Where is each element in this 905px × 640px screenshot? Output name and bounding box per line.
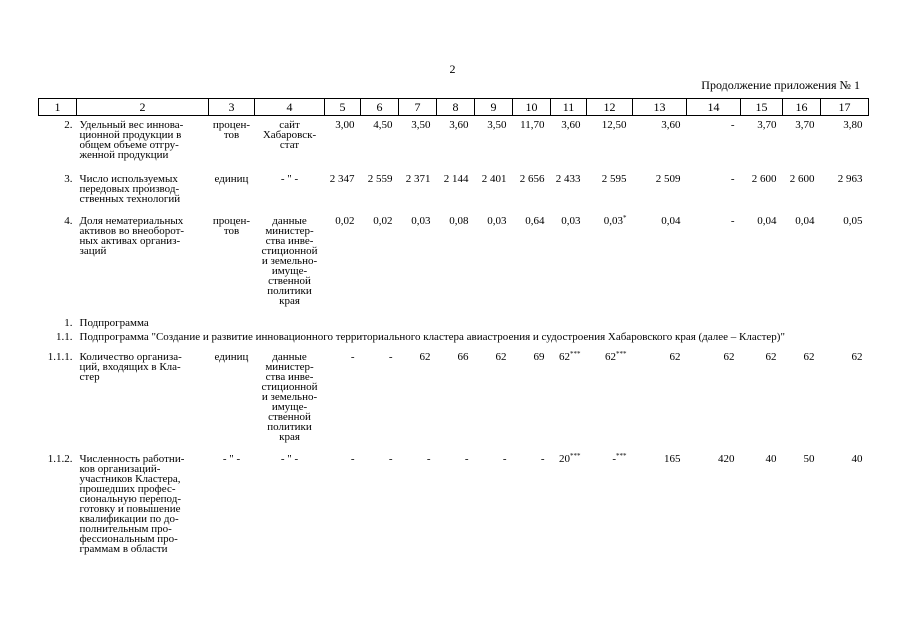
value-cell [325,174,361,204]
indicator-name-line: активов во внеоборот- [79,225,185,237]
indicator-name-line: фессиональным про- [79,533,178,545]
value-cell [551,174,587,204]
value-cell [783,454,821,554]
value: 3,70 [795,119,815,131]
spacer-row [39,306,869,318]
value: - [502,453,507,465]
value: 3,00 [335,119,355,131]
value-cell [437,352,475,442]
indicator-name-line: Доля нематериальных [79,215,184,227]
value-cell [361,216,399,306]
indicator-name-line: прошедших профес- [79,483,176,495]
column-number-header: 5 [325,99,361,116]
value: - [350,453,355,465]
spacer-cell [39,160,869,174]
data-source-line: ственной [268,275,311,287]
value: 0,04 [757,215,777,227]
data-source-line: ства инве- [265,235,314,247]
value-cell [475,216,513,306]
indicator-name-line: стер [79,371,100,383]
value-cell [475,174,513,204]
indicator-name-line: ков организаций- [79,463,161,475]
value: - [730,173,735,185]
value-cell [437,174,475,204]
value-cell [399,174,437,204]
value: - [350,351,355,363]
column-number-header: 4 [255,99,325,116]
value-cell [399,352,437,442]
subsection-index: 1.1. [56,331,73,343]
indicator-row [39,454,869,554]
value-cell [821,120,869,160]
value-cell [783,174,821,204]
unit [209,454,255,554]
column-number-header: 2 [77,99,209,116]
value-cell [741,216,783,306]
data-source [255,174,325,204]
indicator-row [39,120,869,160]
indicator-name-line: передовых производ- [79,183,180,195]
indicator-name [77,216,209,306]
value: 62 [765,351,777,363]
value-cell [325,120,361,160]
footnote-mark: * [623,214,627,222]
value-cell [551,216,587,306]
indicator-name-line: общем объеме отгру- [79,139,179,151]
value: - [426,453,431,465]
value: 20 [559,453,570,465]
value: 3,60 [561,119,581,131]
value-cell [513,454,551,554]
unit-line: процен- [212,119,251,131]
column-number-header: 14 [687,99,741,116]
data-source-line: края [279,295,300,307]
value: 69 [533,351,545,363]
value: 11,70 [520,119,545,131]
value-cell [687,216,741,306]
value: 4,50 [373,119,393,131]
unit-line: тов [223,225,240,237]
value-cell [475,352,513,442]
value-cell [741,352,783,442]
value-cell [587,120,633,160]
column-number-header: 6 [361,99,399,116]
indicators-table [38,98,869,554]
value: 0,03 [411,215,431,227]
value-cell [551,352,587,442]
value-cell [687,454,741,554]
value-cell [513,352,551,442]
row-index: 3. [64,173,73,185]
indicator-name-line: женной продукции [79,149,169,161]
value: 2 144 [443,173,469,185]
value: 3,60 [449,119,469,131]
indicator-row [39,174,869,204]
column-number-header: 9 [475,99,513,116]
footnote-mark: *** [616,350,627,358]
value-cell [437,216,475,306]
column-number-header: 13 [633,99,687,116]
value: 62 [723,351,735,363]
data-source-line: сайт [279,119,300,131]
column-number-header: 16 [783,99,821,116]
value-cell [687,352,741,442]
data-source-line: министер- [265,361,314,373]
value: 3,60 [661,119,681,131]
column-number-row [39,99,869,116]
value-cell [587,454,633,554]
value: 3,50 [411,119,431,131]
value: 0,04 [661,215,681,227]
unit [209,216,255,306]
value: - [612,453,616,465]
indicator-row [39,352,869,442]
value-cell [513,174,551,204]
value-cell [587,174,633,204]
column-number-header: 11 [551,99,587,116]
value: - [730,119,735,131]
value: - [388,453,393,465]
data-source-line: министер- [265,225,314,237]
value-cell [587,216,633,306]
value: 2 656 [519,173,545,185]
value: 2 600 [789,173,815,185]
value-cell [741,174,783,204]
indicator-name-line: ственных технологий [79,193,181,205]
value: 2 433 [555,173,581,185]
value: 0,05 [843,215,863,227]
value-cell [633,174,687,204]
value-cell [741,120,783,160]
value: 62 [559,351,570,363]
data-source [255,352,325,442]
value: 165 [664,453,681,465]
column-number-header: 8 [437,99,475,116]
value-cell [821,454,869,554]
value: 62 [851,351,863,363]
data-source-line: - " - [280,173,299,185]
value-cell [551,454,587,554]
value-cell [633,454,687,554]
column-number-header: 3 [209,99,255,116]
value: 3,80 [843,119,863,131]
data-source-line: данные [272,215,307,227]
value-cell [741,454,783,554]
data-source-line: Хабаровск- [262,129,317,141]
subsection-row [39,332,869,342]
value: 0,03 [487,215,507,227]
value-cell [325,216,361,306]
value: 2 595 [601,173,627,185]
section-row [39,318,869,328]
value: 62 [419,351,431,363]
data-source-line: имуще- [271,401,308,413]
data-source-line: стат [279,139,300,151]
column-number-header: 1 [39,99,77,116]
spacer-row [39,160,869,174]
unit-line: единиц [214,173,249,185]
value: 0,08 [449,215,469,227]
column-number-header: 10 [513,99,551,116]
indicator-name-line: Удельный вес иннова- [79,119,184,131]
indicator-name-line: заций [79,245,107,257]
spacer-cell [39,306,869,318]
value-cell [361,352,399,442]
value-cell [587,352,633,442]
row-index: 1.1.1. [47,351,73,363]
value-cell [437,120,475,160]
value-cell [475,454,513,554]
value: 62 [669,351,681,363]
data-source-line: - " - [280,453,299,465]
footnote-mark: *** [570,350,581,358]
value: 0,02 [373,215,393,227]
indicator-name-line: участников Кластера, [79,473,181,485]
indicator-name-line: полнительным про- [79,523,172,535]
value: 3,50 [487,119,507,131]
value: 0,64 [525,215,545,227]
indicator-name [77,352,209,442]
data-source-line: стиционной [261,245,318,257]
value-cell [361,120,399,160]
value: 0,03 [603,215,623,227]
value-cell [513,216,551,306]
section-index: 1. [64,317,73,329]
value-cell [551,120,587,160]
data-source [255,454,325,554]
value-cell [633,216,687,306]
continuation-label: Продолжение приложения № 1 [701,78,860,92]
indicator-name-line: ций, входящих в Кла- [79,361,181,373]
value-cell [475,120,513,160]
value-cell [783,216,821,306]
unit [209,120,255,160]
value-cell [399,454,437,554]
value-cell [783,120,821,160]
value: 2 347 [329,173,355,185]
value: 2 401 [481,173,507,185]
value: 50 [803,453,815,465]
footnote-mark: *** [570,452,581,460]
value: - [388,351,393,363]
indicator-name-line: сиональную перепод- [79,493,181,505]
value: 3,70 [757,119,777,131]
unit [209,174,255,204]
indicator-name-line: ных активах организ- [79,235,181,247]
value-cell [399,216,437,306]
value: 12,50 [601,119,627,131]
data-source-line: политики [267,285,312,297]
column-number-header: 12 [587,99,633,116]
row-index: 2. [64,119,73,131]
indicator-name-line: граммам в области [79,543,168,555]
column-number-header: 17 [821,99,869,116]
indicator-name-line: Количество организа- [79,351,182,363]
value: 62 [495,351,507,363]
row-index: 1.1.2. [47,453,73,465]
indicator-name [77,454,209,554]
value: 2 559 [367,173,393,185]
value: - [540,453,545,465]
indicator-row [39,216,869,306]
value-cell [633,120,687,160]
indicator-name-line: Численность работни- [79,453,185,465]
value: 62 [803,351,815,363]
value: 2 371 [405,173,431,185]
value: 2 963 [837,173,863,185]
value-cell [783,352,821,442]
value: 62 [605,351,616,363]
value: 40 [765,453,777,465]
unit-line: - " - [222,453,241,465]
value-cell [399,120,437,160]
data-source-line: данные [272,351,307,363]
value-cell [821,216,869,306]
value: 66 [457,351,469,363]
unit-line: процен- [212,215,251,227]
value-cell [633,352,687,442]
value-cell [687,120,741,160]
value-cell [687,174,741,204]
value-cell [361,174,399,204]
data-source-line: и земельно- [261,391,318,403]
indicator-name-line: Число используемых [79,173,178,185]
value: 2 600 [751,173,777,185]
unit-line: единиц [214,351,249,363]
data-source-line: политики [267,421,312,433]
indicator-name-line: готовку и повышение [79,503,181,515]
indicator-name-line: квалификации по до- [79,513,179,525]
data-source-line: ственной [268,411,311,423]
column-number-header: 15 [741,99,783,116]
value: 420 [718,453,735,465]
value-cell [325,454,361,554]
value: - [464,453,469,465]
column-number-header: 7 [399,99,437,116]
value: 0,02 [335,215,355,227]
section-title: Подпрограмма [79,317,149,329]
value: 0,04 [795,215,815,227]
data-source [255,216,325,306]
page-number: 2 [449,62,456,76]
data-source-line: края [279,431,300,443]
value-cell [513,120,551,160]
indicator-name [77,120,209,160]
row-index: 4. [64,215,73,227]
subsection-title: Подпрограмма "Создание и развитие инновационного территориального кластера авиастроения и судостроения Хабаровского края (далее – Кластер)" [79,331,785,343]
value: 0,03 [561,215,581,227]
value-cell [821,352,869,442]
footnote-mark: *** [616,452,627,460]
data-source [255,120,325,160]
value-cell [821,174,869,204]
data-source-line: и земельно- [261,255,318,267]
value: 2 509 [655,173,681,185]
data-source-line: ства инве- [265,371,314,383]
unit-line: тов [223,129,240,141]
value-cell [437,454,475,554]
data-source-line: стиционной [261,381,318,393]
data-source-line: имуще- [271,265,308,277]
indicator-name-line: ционной продукции в [79,129,182,141]
value: 40 [851,453,863,465]
value-cell [361,454,399,554]
unit [209,352,255,442]
value: - [730,215,735,227]
value-cell [325,352,361,442]
indicator-name [77,174,209,204]
